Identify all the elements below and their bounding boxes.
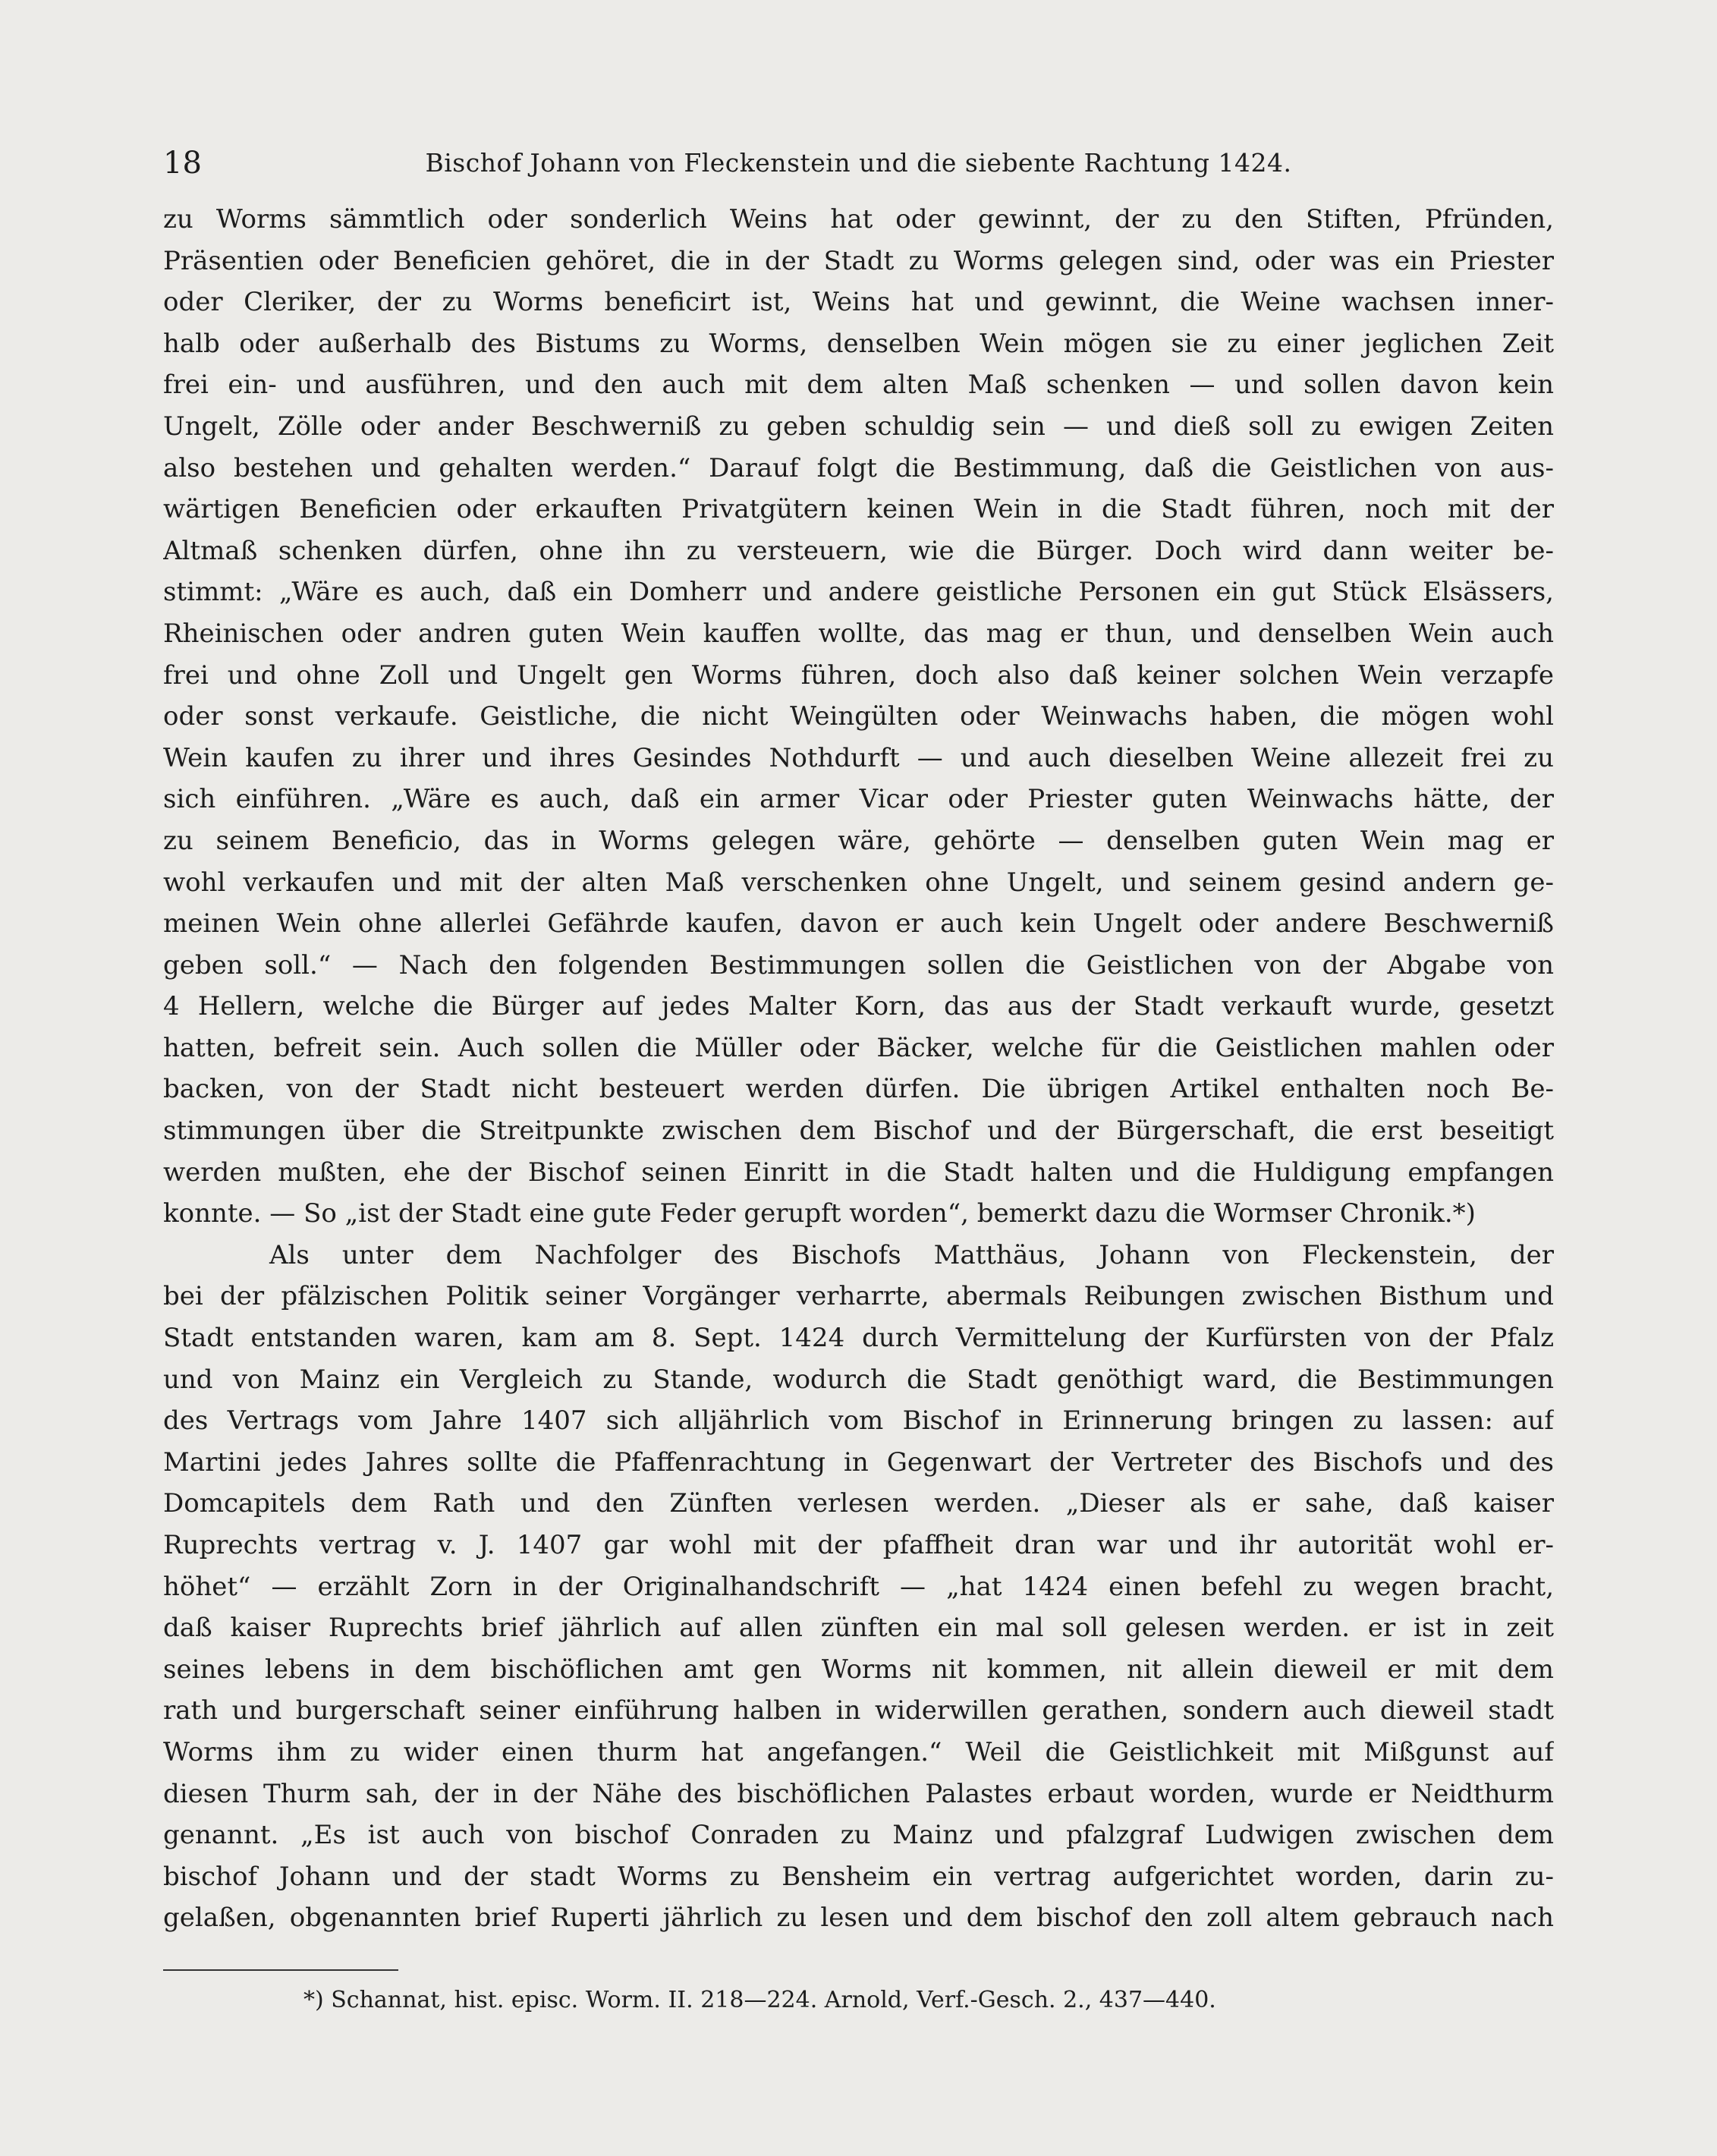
text-line: konnte. — So „ist der Stadt eine gute Feder gerupft worden“, bemerkt dazu die Wormser Chronik.*)	[163, 1198, 1476, 1229]
text-line: rath und burgerschaft seiner einführung halben in widerwillen gerathen, sondern auch dieweil stadt	[163, 1695, 1554, 1726]
text-line: Domcapitels dem Rath und den Zünften verlesen werden. „Dieser als er sahe, daß kaiser	[163, 1488, 1554, 1519]
text-line: frei ein- und ausführen, und den auch mit dem alten Maß schenken — und sollen davon kein	[163, 370, 1554, 401]
text-line: Stadt entstanden waren, kam am 8. Sept. 1424 durch Vermittelung der Kurfürsten von der Pfalz	[163, 1323, 1554, 1354]
footnote-divider	[163, 1969, 398, 1971]
text-line: backen, von der Stadt nicht besteuert werden dürfen. Die übrigen Artikel enthalten noch Be-	[163, 1074, 1554, 1105]
text-line: bei der pfälzischen Politik seiner Vorgänger verharrte, abermals Reibungen zwischen Bisthum und	[163, 1281, 1554, 1312]
text-line: bischof Johann und der stadt Worms zu Bensheim ein vertrag aufgerichtet worden, darin zu-	[163, 1861, 1554, 1892]
text-line: seines lebens in dem bischöflichen amt gen Worms nit kommen, nit allein dieweil er mit dem	[163, 1654, 1554, 1685]
text-line: meinen Wein ohne allerlei Gefährde kaufen, davon er auch kein Ungelt oder andere Beschwerniß	[163, 908, 1554, 940]
text-line: frei und ohne Zoll und Ungelt gen Worms führen, doch also daß keiner solchen Wein verzapfe	[163, 659, 1554, 691]
text-line: Ungelt, Zölle oder ander Beschwerniß zu geben schuldig sein — und dieß soll zu ewigen Zeiten	[163, 411, 1554, 442]
text-line: also bestehen und gehalten werden.“ Darauf folgt die Bestimmung, daß die Geistlichen von aus-	[163, 452, 1554, 483]
page-number: 18	[163, 146, 202, 181]
text-line: Worms ihm zu wider einen thurm hat angefangen.“ Weil die Geistlichkeit mit Mißgunst auf	[163, 1736, 1554, 1767]
text-line: diesen Thurm sah, der in der Nähe des bischöflichen Palastes erbaut worden, wurde er Neidthurm	[163, 1778, 1554, 1809]
text-line: stimmt: „Wäre es auch, daß ein Domherr und andere geistliche Personen ein gut Stück Elsässers,	[163, 577, 1554, 608]
text-line: zu Worms sämmtlich oder sonderlich Weins hat oder gewinnt, der zu den Stiften, Pfründen,	[163, 204, 1554, 234]
text-line: Präsentien oder Beneficien gehöret, die in der Stadt zu Worms gelegen sind, oder was ein Priester	[163, 245, 1554, 276]
text-line: halb oder außerhalb des Bistums zu Worms, denselben Wein mögen sie zu einer jeglichen Zeit	[163, 328, 1554, 359]
text-line: zu seinem Beneficio, das in Worms gelegen wäre, gehörte — denselben guten Wein mag er	[163, 825, 1554, 856]
text-line: und von Mainz ein Vergleich zu Stande, wodurch die Stadt genöthigt ward, die Bestimmungen	[163, 1364, 1554, 1395]
text-line: werden mußten, ehe der Bischof seinen Einritt in die Stadt halten und die Huldigung empfangen	[163, 1157, 1554, 1188]
text-line: Rheinischen oder andren guten Wein kauffen wollte, das mag er thun, und denselben Wein auch	[163, 618, 1554, 649]
text-line: stimmungen über die Streitpunkte zwischen dem Bischof und der Bürgerschaft, die erst beseitigt	[163, 1116, 1554, 1147]
text-line: sich einführen. „Wäre es auch, daß ein armer Vicar oder Priester guten Weinwachs hätte, der	[163, 784, 1554, 815]
text-line: hatten, befreit sein. Auch sollen die Müller oder Bäcker, welche für die Geistlichen mahlen oder	[163, 1032, 1554, 1063]
text-line: geben soll.“ — Nach den folgenden Bestimmungen sollen die Geistlichen von der Abgabe von	[163, 949, 1554, 980]
text-line: Als unter dem Nachfolger des Bischofs Matthäus, Johann von Fleckenstein, der	[269, 1239, 1554, 1270]
text-line: 4 Hellern, welche die Bürger auf jedes Malter Korn, das aus der Stadt verkauft wurde, gesetzt	[163, 991, 1554, 1022]
text-line: oder sonst verkaufe. Geistliche, die nicht Weingülten oder Weinwachs haben, die mögen wohl	[163, 701, 1554, 732]
text-line: wohl verkaufen und mit der alten Maß verschenken ohne Ungelt, und seinem gesind andern ge-	[163, 867, 1554, 898]
text-line: Martini jedes Jahres sollte die Pfaffenrachtung in Gegenwart der Vertreter des Bischofs und des	[163, 1446, 1554, 1478]
text-line: daß kaiser Ruprechts brief jährlich auf allen zünften ein mal soll gelesen werden. er ist in zeit	[163, 1613, 1554, 1644]
text-line: wärtigen Beneficien oder erkauften Privatgütern keinen Wein in die Stadt führen, noch mit der	[163, 494, 1554, 525]
body-text	[163, 199, 1554, 1939]
text-line: Ruprechts vertrag v. J. 1407 gar wohl mit der pfaffheit dran war und ihr autorität wohl er-	[163, 1530, 1554, 1560]
text-line: Wein kaufen zu ihrer und ihres Gesindes Nothdurft — und auch dieselben Weine allezeit frei zu	[163, 742, 1554, 773]
text-line: oder Cleriker, der zu Worms beneficirt ist, Weins hat und gewinnt, die Weine wachsen inner-	[163, 287, 1554, 318]
running-head	[163, 140, 1554, 186]
text-line: des Vertrags vom Jahre 1407 sich alljährlich vom Bischof in Erinnerung bringen zu lassen: auf	[163, 1405, 1554, 1437]
footnote: *) Schannat, hist. episc. Worm. II. 218—224. Arnold, Verf.-Gesch. 2., 437—440.	[303, 1987, 1216, 2013]
running-title: Bischof Johann von Fleckenstein und die siebente Rachtung 1424.	[425, 148, 1292, 178]
text-line: Altmaß schenken dürfen, ohne ihn zu versteuern, wie die Bürger. Doch wird dann weiter be-	[163, 535, 1554, 566]
text-line: gelaßen, obgenannten brief Ruperti jährlich zu lesen und dem bischof den zoll altem gebrauch nach	[163, 1903, 1554, 1934]
text-line: genannt. „Es ist auch von bischof Conraden zu Mainz und pfalzgraf Ludwigen zwischen dem	[163, 1820, 1554, 1851]
text-line: höhet“ — erzählt Zorn in der Originalhandschrift — „hat 1424 einen befehl zu wegen bracht,	[163, 1571, 1554, 1602]
